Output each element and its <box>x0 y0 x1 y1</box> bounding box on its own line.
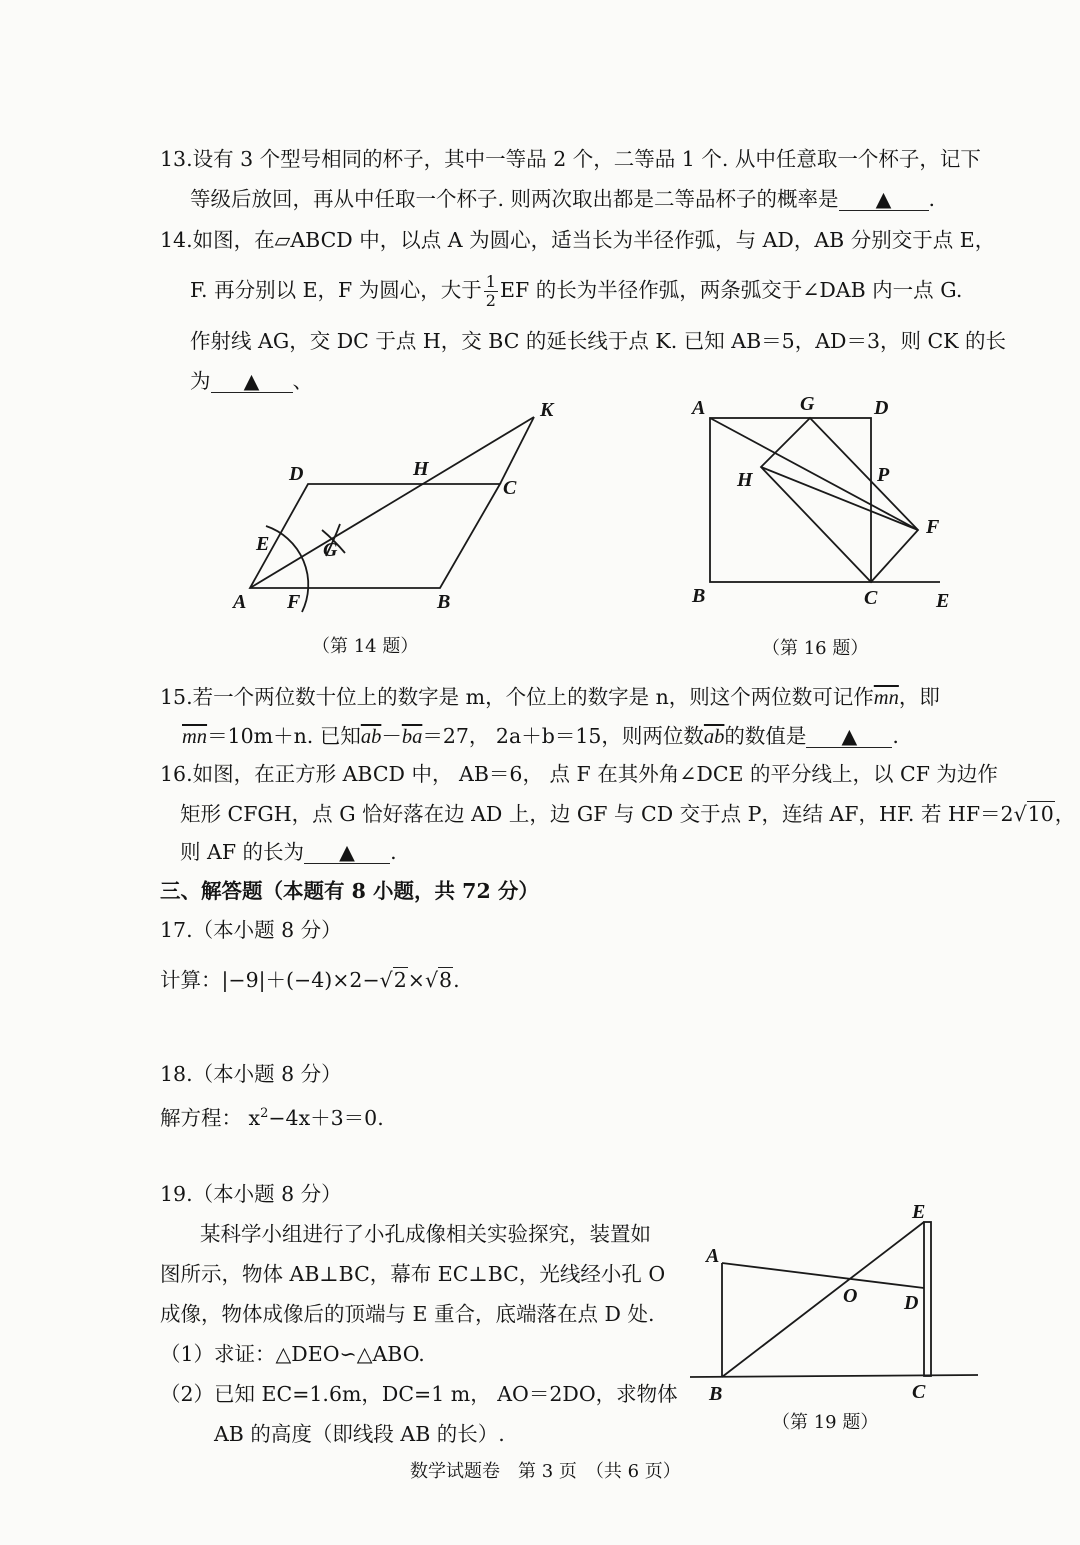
q14-line3: 作射线 AG，交 DC 于点 H，交 BC 的延长线于点 K. 已知 AB＝5，AD＝3，则 CK 的长 <box>190 329 1007 353</box>
label-k: K <box>540 399 554 421</box>
q17-expression: 计算：|−9|＋(−4)×2−√2×√8. <box>160 968 460 992</box>
screen-ec <box>924 1222 931 1376</box>
label-d: D <box>904 1292 919 1314</box>
label-g: G <box>323 539 338 561</box>
label-g: G <box>800 393 815 415</box>
label-f: F <box>926 516 940 538</box>
label-p: P <box>877 464 890 486</box>
q16-line3: 则 AF 的长为 ▲ . <box>180 840 397 864</box>
q18-header: 18.（本小题 8 分） <box>160 1062 342 1086</box>
label-b: B <box>437 591 451 613</box>
label-a: A <box>706 1245 720 1267</box>
q19-header: 19.（本小题 8 分） <box>160 1182 342 1206</box>
label-e: E <box>256 533 270 555</box>
label-e: E <box>912 1201 926 1223</box>
q16-line2: 矩形 CFGH，点 G 恰好落在边 AD 上，边 GF 与 CD 交于点 P，连结 AF，HF. 若 HF＝2√10， <box>180 802 1076 826</box>
ground-line <box>690 1375 978 1377</box>
label-f: F <box>287 591 301 613</box>
fraction-one-half: $\frac{1}{2}$ <box>485 272 496 310</box>
label-d: D <box>289 463 304 485</box>
q13-line1: 13.设有 3 个型号相同的杯子，其中一等品 2 个，二等品 1 个. 从中任意取一个杯子，记下 <box>160 147 981 171</box>
answer-blank: ▲ <box>806 725 892 748</box>
label-c: C <box>503 477 517 499</box>
q16-line1: 16.如图，在正方形 ABCD 中， AB＝6， 点 F 在其外角∠DCE 的平分线上，以 CF 为边作 <box>160 762 998 786</box>
q19-para-2: 图所示，物体 AB⊥BC，幕布 EC⊥BC，光线经小孔 O <box>160 1262 666 1286</box>
caption-19: （第 19 题） <box>772 1412 879 1433</box>
label-h: H <box>737 469 753 491</box>
page-footer: 数学试题卷 第 3 页 （共 6 页） <box>410 1461 681 1482</box>
caption-14: （第 14 题） <box>312 636 419 657</box>
label-c: C <box>912 1381 926 1403</box>
caption-16: （第 16 题） <box>762 638 869 659</box>
label-b: B <box>692 585 706 607</box>
q19-sub-2: （2）已知 EC=1.6m，DC=1 m， AO＝2DO，求物体 <box>160 1382 678 1406</box>
answer-blank: ▲ <box>304 841 390 864</box>
label-h: H <box>413 458 429 480</box>
q17-header: 17.（本小题 8 分） <box>160 918 342 942</box>
q13-line2: 等级后放回，再从中任取一个杯子. 则两次取出都是二等品杯子的概率是 ▲ . <box>190 187 936 211</box>
q19-para-1: 某科学小组进行了小孔成像相关实验探究，装置如 <box>200 1222 651 1246</box>
q18-equation: 解方程： $x^2-4x+3=0$. <box>160 1105 384 1130</box>
label-e: E <box>936 590 950 612</box>
q19-para-3: 成像，物体成像后的顶端与 E 重合，底端落在点 D 处. <box>160 1302 655 1326</box>
section-3-title: 三、解答题（本题有 8 小题，共 72 分） <box>160 879 539 903</box>
answer-blank: ▲ <box>839 188 929 211</box>
label-b: B <box>709 1383 723 1405</box>
q19-sub-2b: AB 的高度（即线段 AB 的长）. <box>214 1422 505 1446</box>
q14-line2: F. 再分别以 E，F 为圆心，大于 $\frac{1}{2}$ EF 的长为半径作弧，两条弧交于∠DAB 内一点 G. <box>190 272 963 310</box>
q15-line2: $\overline{mn}=10m+n$. 已知$\overline{ab}-\overline{ba}=27$， 2a＋b＝15，则两位数$\overline{ab}$的数值是 ▲ . <box>182 724 899 748</box>
answer-blank: ▲ <box>211 370 293 393</box>
label-a: A <box>233 591 247 613</box>
label-c: C <box>864 587 878 609</box>
ray-be <box>722 1222 924 1377</box>
label-d: D <box>874 397 889 419</box>
label-o: O <box>843 1285 858 1307</box>
label-a: A <box>692 397 706 419</box>
q19-sub-1: （1）求证：△DEO∽△ABO. <box>160 1342 425 1366</box>
ray-ad <box>722 1263 924 1288</box>
q14-line1: 14.如图，在▱ABCD 中，以点 A 为圆心，适当长为半径作弧，与 AD，AB 分别交于点 E， <box>160 228 996 252</box>
q14-line4: 为 ▲ 、 <box>190 369 313 393</box>
q15-line1: 15.若一个两位数十位上的数字是 m，个位上的数字是 n，则这个两位数可记作$\overline{mn}$，即 <box>160 685 940 709</box>
